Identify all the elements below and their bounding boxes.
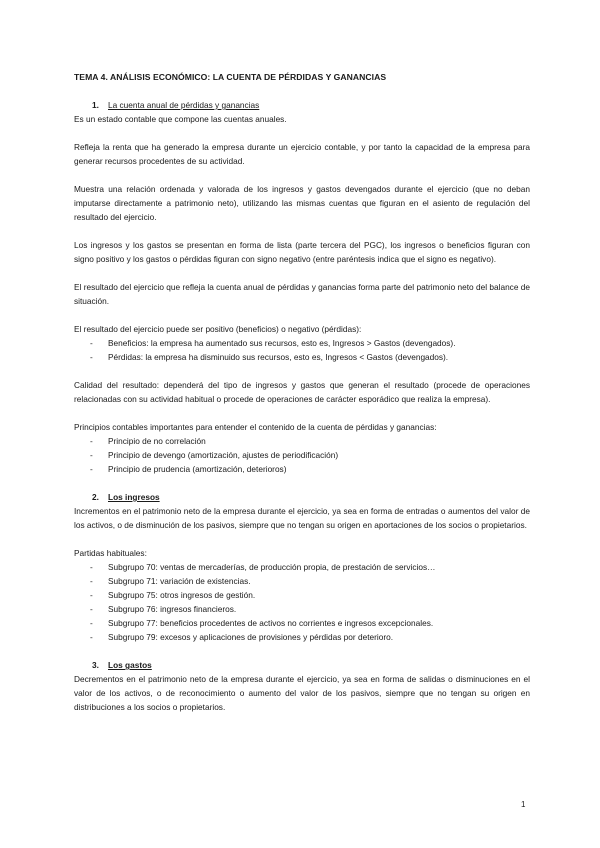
dash-marker: - — [90, 436, 93, 446]
list-item-text: Beneficios: la empresa ha aumentado sus recursos, esto es, Ingresos > Gastos (devengados). — [108, 338, 456, 348]
section-2-title: Los ingresos — [108, 492, 160, 502]
dash-marker: - — [90, 352, 93, 362]
list-item — [74, 630, 530, 644]
document-page — [74, 70, 530, 728]
section-1-number: 1. — [92, 100, 99, 110]
principles-list — [74, 434, 530, 476]
income-subgroups-list — [74, 560, 530, 644]
s2-paragraph-2: Partidas habituales: — [74, 548, 147, 558]
list-item — [74, 616, 530, 630]
s1-paragraph-5: El resultado del ejercicio que refleja la cuenta anual de pérdidas y ganancias forma parte del patrimonio neto del balance de situación. — [74, 282, 530, 306]
list-item — [74, 462, 530, 476]
section-1-title: La cuenta anual de pérdidas y ganancias — [108, 100, 260, 110]
s1-paragraph-4: Los ingresos y los gastos se presentan en forma de lista (parte tercera del PGC), los ingresos o beneficios figuran con signo positivo y los gastos o pérdidas figuran con signo negativo (entre paréntesis indica que el signo es negativo). — [74, 240, 530, 264]
dash-marker: - — [90, 562, 93, 572]
dash-marker: - — [90, 632, 93, 642]
list-item-text: Principio de prudencia (amortización, deterioros) — [108, 464, 287, 474]
list-item-text: Principio de devengo (amortización, ajustes de periodificación) — [108, 450, 339, 460]
page-number: 1 — [521, 800, 526, 809]
list-item — [74, 560, 530, 574]
dash-marker: - — [90, 590, 93, 600]
list-item-text: Subgrupo 76: ingresos financieros. — [108, 604, 237, 614]
document-title: TEMA 4. ANÁLISIS ECONÓMICO: LA CUENTA DE PÉRDIDAS Y GANANCIAS — [74, 72, 387, 82]
list-item — [74, 350, 530, 364]
section-1-heading — [74, 98, 530, 112]
s3-paragraph-1: Decrementos en el patrimonio neto de la empresa durante el ejercicio, ya sea en forma de salidas o disminuciones en el valor de los activos, o de reconocimiento o aumento del valor de los pasivos, siempre que no tengan su origen en distribuciones a los socios o propietarios. — [74, 674, 530, 712]
list-item-text: Principio de no correlación — [108, 436, 206, 446]
dash-marker: - — [90, 576, 93, 586]
list-item-text: Subgrupo 71: variación de existencias. — [108, 576, 251, 586]
list-item-text: Subgrupo 75: otros ingresos de gestión. — [108, 590, 256, 600]
s1-paragraph-3: Muestra una relación ordenada y valorada de los ingresos y gastos devengados durante el ejercicio (que no deban imputarse directamente a patrimonio neto), utilizando las mismas cuentas que figuran en el asiento de regulación del resultado del ejercicio. — [74, 184, 530, 222]
s1-paragraph-6: El resultado del ejercicio puede ser positivo (beneficios) o negativo (pérdidas): — [74, 324, 362, 334]
section-2-heading — [74, 490, 530, 504]
s1-paragraph-7: Calidad del resultado: dependerá del tipo de ingresos y gastos que generan el resultado (procede de operaciones relacionadas con su actividad habitual o procede de operaciones de carácter esporádico que realiza la empresa). — [74, 380, 530, 404]
dash-marker: - — [90, 338, 93, 348]
section-3-title: Los gastos — [108, 660, 152, 670]
list-item — [74, 448, 530, 462]
dash-marker: - — [90, 604, 93, 614]
dash-marker: - — [90, 450, 93, 460]
list-item — [74, 574, 530, 588]
section-3-number: 3. — [92, 660, 99, 670]
list-item-text: Subgrupo 77: beneficios procedentes de activos no corrientes e ingresos excepcionales. — [108, 618, 434, 628]
section-3-heading — [74, 658, 530, 672]
s2-paragraph-1: Incrementos en el patrimonio neto de la empresa durante el ejercicio, ya sea en forma de entradas o aumentos del valor de los activos, o de disminución de los pasivos, siempre que no tengan su origen en aportaciones de los socios o propietarios. — [74, 506, 530, 530]
dash-marker: - — [90, 464, 93, 474]
section-2-number: 2. — [92, 492, 99, 502]
s1-paragraph-1: Es un estado contable que compone las cuentas anuales. — [74, 114, 287, 124]
s1-paragraph-2: Refleja la renta que ha generado la empresa durante un ejercicio contable, y por tanto la capacidad de la empresa para generar recursos procedentes de su actividad. — [74, 142, 530, 166]
dash-marker: - — [90, 618, 93, 628]
list-item — [74, 588, 530, 602]
list-item — [74, 602, 530, 616]
list-item-text: Subgrupo 79: excesos y aplicaciones de provisiones y pérdidas por deterioro. — [108, 632, 394, 642]
list-item — [74, 336, 530, 350]
list-item-text: Pérdidas: la empresa ha disminuido sus recursos, esto es, Ingresos < Gastos (devengados). — [108, 352, 449, 362]
s1-paragraph-8: Principios contables importantes para entender el contenido de la cuenta de pérdidas y ganancias: — [74, 422, 437, 432]
result-types-list — [74, 336, 530, 364]
list-item — [74, 434, 530, 448]
list-item-text: Subgrupo 70: ventas de mercaderías, de producción propia, de prestación de servicios… — [108, 562, 436, 572]
